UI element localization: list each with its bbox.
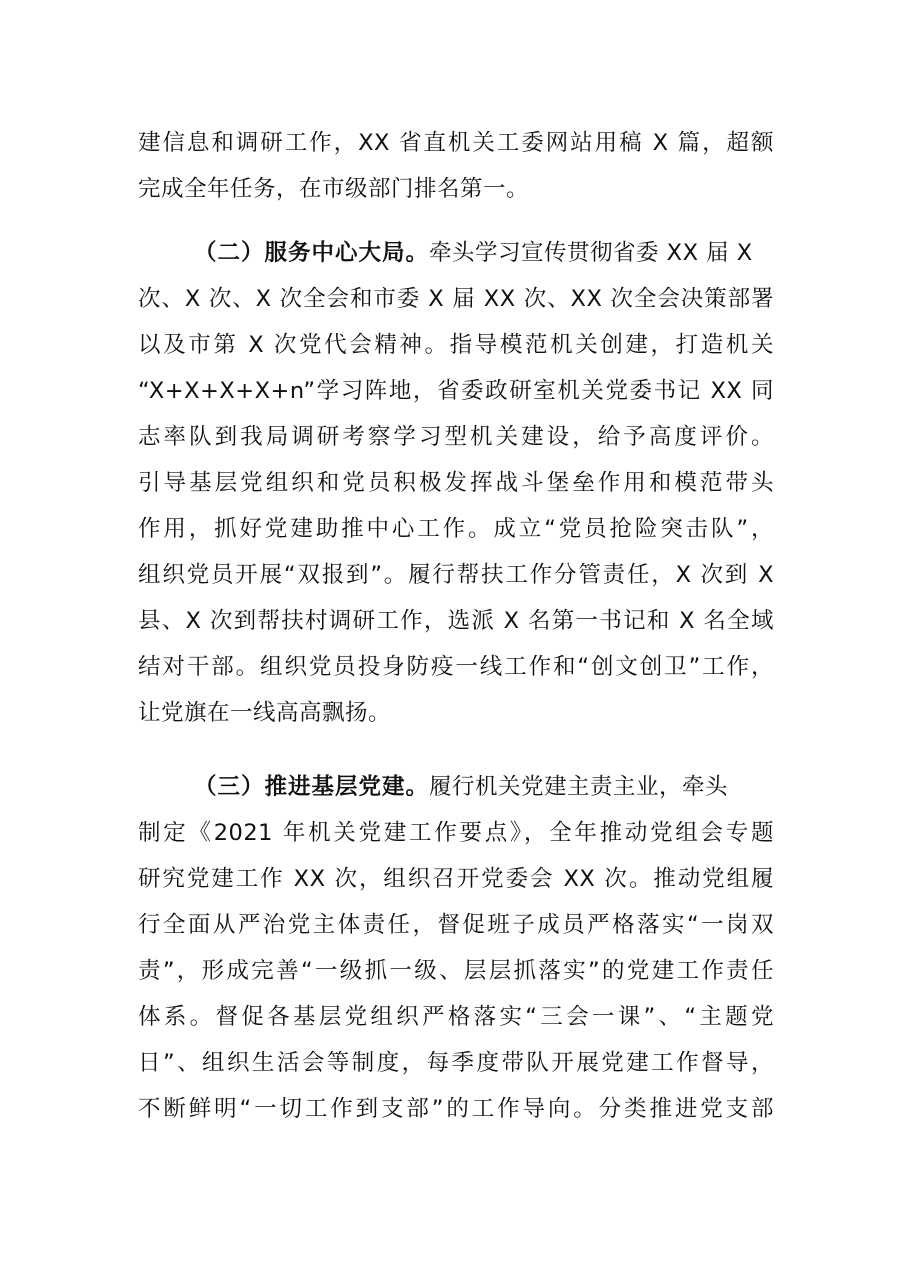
paragraph-1-line-2: 完成全年任务，在市级部门排名第一。 <box>138 176 530 202</box>
paragraph-2-first-line <box>138 230 774 276</box>
paragraph-2-line-2: 次、X 次、X 次全会和市委 X 届 XX 次、XX 次全会决策部署 <box>138 286 774 312</box>
paragraph-3-line-2: 制定《2021 年机关党建工作要点》，全年推动党组会专题 <box>138 820 774 846</box>
paragraph-2 <box>138 230 774 736</box>
paragraph-2-line-3: 以及市第 X 次党代会精神。指导模范机关创建，打造机关 <box>138 332 774 358</box>
paragraph-3-line-6: 体系。督促各基层党组织严格落实“三会一课”、“主题党 <box>138 1004 774 1030</box>
paragraph-2-line-4: “X+X+X+X+n”学习阵地，省委政研室机关党委书记 XX 同 <box>138 378 774 404</box>
paragraph-2-line-7: 作用，抓好党建助推中心工作。成立“党员抢险突击队”， <box>138 516 774 542</box>
paragraph-3-line-8: 不断鲜明“一切工作到支部”的工作导向。分类推进党支部 <box>138 1096 774 1122</box>
paragraph-1 <box>138 120 774 212</box>
paragraph-3-first-line <box>138 764 774 810</box>
paragraph-2-line-9: 县、X 次到帮扶村调研工作，选派 X 名第一书记和 X 名全域 <box>138 608 774 634</box>
paragraph-2-line-10: 结对干部。组织党员投身防疫一线工作和“创文创卫”工作， <box>138 654 774 680</box>
paragraph-3-line-4: 行全面从严治党主体责任，督促班子成员严格落实“一岗双 <box>138 912 774 938</box>
paragraph-2-first-line-text: 牵头学习宣传贯彻省委 XX 届 X <box>429 240 753 266</box>
paragraph-3-line-5: 责”，形成完善“一级抓一级、层层抓落实”的党建工作责任 <box>138 958 774 984</box>
section-heading-3: （三）推进基层党建。 <box>194 774 430 800</box>
paragraph-3-first-line-text: 履行机关党建主责主业，牵头 <box>429 774 729 800</box>
paragraph-1-line-1: 建信息和调研工作，XX 省直机关工委网站用稿 X 篇，超额 <box>138 130 774 156</box>
paragraph-2-line-8: 组织党员开展“双报到”。履行帮扶工作分管责任，X 次到 X <box>138 562 774 588</box>
paragraph-2-line-5: 志率队到我局调研考察学习型机关建设，给予高度评价。 <box>138 424 774 450</box>
paragraph-3 <box>138 764 774 1132</box>
paragraph-3-line-7: 日”、组织生活会等制度，每季度带队开展党建工作督导， <box>138 1050 774 1076</box>
section-heading-2: （二）服务中心大局。 <box>194 240 430 266</box>
paragraph-2-line-6: 引导基层党组织和党员积极发挥战斗堡垒作用和模范带头 <box>138 470 774 496</box>
paragraph-3-line-3: 研究党建工作 XX 次，组织召开党委会 XX 次。推动党组履 <box>138 866 774 892</box>
paragraph-2-line-11: 让党旗在一线高高飘扬。 <box>138 700 392 726</box>
